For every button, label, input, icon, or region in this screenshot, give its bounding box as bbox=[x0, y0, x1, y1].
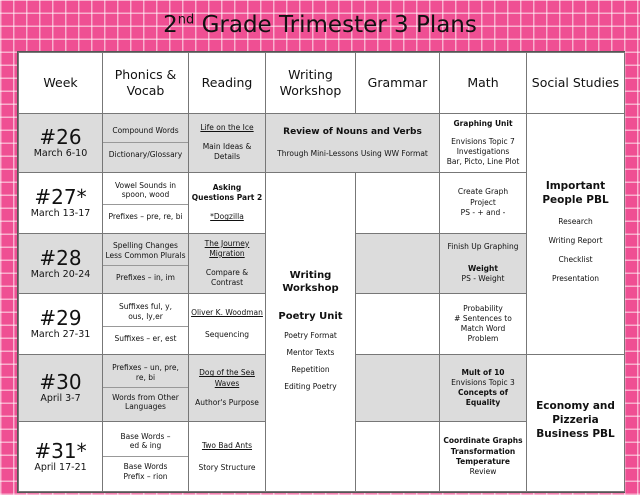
reading-cell bbox=[189, 114, 266, 173]
phonics-item: Suffixes ful, y, ous, ly,er bbox=[103, 298, 188, 327]
reading-title: Life on the Ice bbox=[200, 123, 254, 133]
week-dates: March 13-17 bbox=[30, 207, 91, 219]
reading-title: Dog of the Sea Waves bbox=[199, 368, 255, 388]
phonics-cell bbox=[103, 355, 189, 422]
reading-skill: Sequencing bbox=[205, 330, 249, 340]
reading-cell bbox=[189, 422, 266, 492]
phonics-item: Suffixes – er, est bbox=[114, 333, 177, 343]
week-cell bbox=[19, 114, 103, 173]
social-item: Presentation bbox=[551, 274, 600, 284]
math-item: Envisions Topic 3 bbox=[451, 378, 515, 388]
grammar-cell bbox=[356, 422, 440, 492]
reading-skill: Main Ideas & Details bbox=[202, 142, 252, 162]
phonics-cell bbox=[103, 114, 189, 173]
header-reading: Reading bbox=[189, 53, 266, 114]
math-item: Investigations bbox=[456, 146, 510, 156]
math-cell bbox=[440, 355, 527, 422]
reading-title: Asking Questions Part 2 bbox=[191, 182, 263, 203]
social-block-2 bbox=[527, 355, 625, 492]
week-dates: March 27-31 bbox=[30, 329, 91, 341]
plan-sheet bbox=[17, 51, 625, 493]
phonics-item: Words from Other Languages bbox=[112, 392, 179, 412]
phonics-item: Prefixes – pre, re, bi bbox=[108, 212, 183, 222]
writing-item: Editing Poetry bbox=[284, 382, 337, 392]
reading-cell bbox=[189, 172, 266, 233]
week-dates: April 17-21 bbox=[34, 461, 87, 473]
math-item: Transformation bbox=[450, 446, 516, 456]
writing-item: Repetition bbox=[291, 365, 330, 375]
week-dates: March 20-24 bbox=[30, 268, 91, 280]
math-item: Envisions Topic 7 bbox=[451, 136, 515, 146]
math-item: Finish Up Graphing bbox=[447, 242, 519, 252]
math-item: Temperature bbox=[456, 456, 510, 466]
writing-item: Poetry Format bbox=[284, 331, 337, 341]
week-cell bbox=[19, 355, 103, 422]
math-item: PS - + and - bbox=[460, 207, 506, 217]
phonics-item: Base Words Prefix – rion bbox=[123, 462, 168, 481]
week-number: #29 bbox=[39, 306, 82, 331]
header-row bbox=[19, 53, 625, 114]
reading-title: Two Bad Ants bbox=[201, 440, 253, 450]
writing-subheading: Poetry Unit bbox=[278, 310, 343, 322]
reading-skill: Story Structure bbox=[198, 462, 256, 472]
phonics-item: Compound Words bbox=[103, 119, 188, 144]
reading-skill: Compare & Contrast bbox=[205, 267, 249, 288]
social-block-1 bbox=[527, 114, 625, 355]
grammar-block bbox=[266, 114, 440, 173]
math-cell bbox=[440, 114, 527, 173]
week-dates: March 6-10 bbox=[33, 148, 88, 160]
week-row bbox=[19, 114, 625, 173]
week-number: #26 bbox=[39, 125, 82, 150]
phonics-cell bbox=[103, 172, 189, 233]
math-item: Weight bbox=[468, 264, 498, 274]
reading-skill: *Dogzilla bbox=[210, 212, 244, 222]
math-item: Bar, Picto, Line Plot bbox=[446, 157, 520, 166]
math-item: Probability bbox=[463, 303, 503, 313]
grammar-title: Review of Nouns and Verbs bbox=[283, 126, 422, 137]
phonics-cell bbox=[103, 233, 189, 294]
grammar-cell bbox=[356, 355, 440, 422]
phonics-item: Vowel Sounds in spoon, wood bbox=[103, 177, 188, 206]
header-week: Week bbox=[19, 53, 103, 114]
week-cell bbox=[19, 294, 103, 355]
reading-title: The Journey Migration bbox=[204, 238, 250, 258]
week-cell bbox=[19, 233, 103, 294]
phonics-item: Base Words – ed & ing bbox=[103, 427, 188, 458]
social-heading: Economy and Pizzeria Business PBL bbox=[536, 399, 615, 441]
writing-block bbox=[266, 172, 356, 491]
math-item: Concepts of Equality bbox=[458, 388, 508, 408]
reading-skill: Author's Purpose bbox=[195, 397, 259, 407]
math-item: Review bbox=[469, 466, 497, 476]
writing-heading: Writing Workshop bbox=[282, 269, 339, 295]
math-cell bbox=[440, 294, 527, 355]
math-item: PS - Weight bbox=[461, 274, 505, 284]
social-item: Checklist bbox=[558, 255, 593, 265]
week-number: #27* bbox=[34, 184, 87, 209]
social-heading: Important People PBL bbox=[542, 179, 609, 206]
header-grammar: Grammar bbox=[356, 53, 440, 114]
math-cell bbox=[440, 172, 527, 233]
reading-cell bbox=[189, 233, 266, 294]
phonics-item: Prefixes – in, im bbox=[116, 272, 175, 282]
social-item: Research bbox=[558, 217, 593, 227]
math-item: Create Graph Project bbox=[457, 187, 509, 207]
phonics-item: Dictionary/Glossary bbox=[108, 150, 183, 160]
header-math: Math bbox=[440, 53, 527, 114]
reading-cell bbox=[189, 355, 266, 422]
math-cell bbox=[440, 233, 527, 294]
week-number: #30 bbox=[39, 370, 82, 395]
grammar-cell bbox=[356, 294, 440, 355]
page-title: 2nd Grade Trimester 3 Plans bbox=[163, 12, 477, 38]
phonics-cell bbox=[103, 422, 189, 492]
social-item: Writing Report bbox=[548, 236, 603, 246]
header-writing: Writing Workshop bbox=[266, 53, 356, 114]
week-cell bbox=[19, 172, 103, 233]
math-item: Coordinate Graphs bbox=[443, 436, 523, 446]
math-unit: Graphing Unit bbox=[453, 118, 513, 128]
grammar-cell bbox=[356, 233, 440, 294]
math-item: # Sentences to Match Word Problem bbox=[454, 314, 512, 344]
math-cell bbox=[440, 422, 527, 492]
week-number: #31* bbox=[34, 438, 87, 463]
header-phonics: Phonics & Vocab bbox=[103, 53, 189, 114]
header-social: Social Studies bbox=[527, 53, 625, 114]
grammar-cell bbox=[356, 172, 440, 233]
math-item: Mult of 10 bbox=[461, 367, 505, 377]
week-dates: April 3-7 bbox=[40, 393, 81, 405]
phonics-cell bbox=[103, 294, 189, 355]
reading-cell bbox=[189, 294, 266, 355]
plan-table bbox=[18, 52, 625, 492]
phonics-item: Prefixes – un, pre, re, bi bbox=[103, 359, 188, 388]
writing-item: Mentor Texts bbox=[286, 348, 335, 358]
week-number: #28 bbox=[39, 245, 82, 270]
phonics-item: Spelling Changes Less Common Plurals bbox=[103, 237, 188, 266]
grammar-sub: Through Mini-Lessons Using WW Format bbox=[277, 148, 428, 158]
reading-title: Oliver K. Woodman bbox=[191, 308, 263, 318]
week-cell bbox=[19, 422, 103, 492]
